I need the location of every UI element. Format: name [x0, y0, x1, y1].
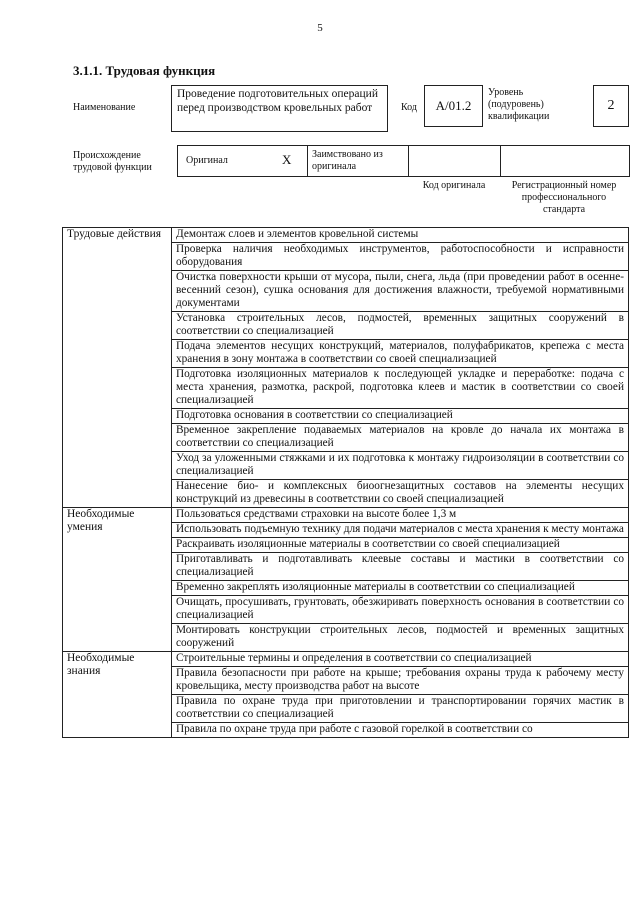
knowledge-row: [63, 652, 629, 667]
skills-item: Монтировать конструкции строительных лесов, подмостей и временных защитных сооружений: [172, 624, 629, 652]
skills-item: Временно закреплять изоляционные материалы в соответствии со специализацией: [172, 581, 629, 596]
reg-number-label: Регистрационный номер профессионального стандарта: [511, 180, 617, 215]
page-number: 5: [317, 22, 323, 34]
name-label: Наименование: [73, 102, 136, 113]
function-name-box: Проведение подготовительных операций перед производством кровельных работ: [171, 85, 388, 132]
section-title: 3.1.1. Трудовая функция: [73, 63, 216, 78]
code-label: Код: [401, 102, 417, 113]
actions-item: Подача элементов несущих конструкций, материалов, полуфабрикатов, крепежа с места хранения в зону монтажа в соответствии со своей специализацией: [172, 340, 629, 368]
level-value-box: 2: [593, 85, 629, 127]
labor-function-table: [62, 227, 629, 738]
knowledge-category-label: Необходимые знания: [63, 652, 172, 738]
origin-original-cell: [178, 146, 308, 176]
actions-item: Подготовка основания в соответствии со специализацией: [172, 409, 629, 424]
skills-item: Использовать подъемную технику для подачи материалов с места хранения к месту монтажа: [172, 523, 629, 538]
actions-item: Проверка наличия необходимых инструментов, работоспособности и исправности оборудования: [172, 243, 629, 271]
actions-row: [63, 228, 629, 243]
original-code-label: Код оригинала: [422, 180, 486, 191]
knowledge-item: Строительные термины и определения в соответствии со специализацией: [172, 652, 629, 667]
knowledge-item: Правила по охране труда при работе с газовой горелкой в соответствии со: [172, 723, 629, 738]
origin-borrowed-cell: [308, 146, 409, 176]
code-value-box: А/01.2: [424, 85, 483, 127]
skills-item: Очищать, просушивать, грунтовать, обезжиривать поверхность основания в соответствии со специализацией: [172, 596, 629, 624]
origin-label: Происхождение трудовой функции: [73, 150, 152, 173]
actions-item: Уход за уложенными стяжками и их подготовка к монтажу гидроизоляции в соответствии со специализацией: [172, 452, 629, 480]
knowledge-item: Правила безопасности при работе на крыше; требования охраны труда к рабочему месту кровельщика, месту производства работ на высоте: [172, 667, 629, 695]
origin-borrowed-text: Заимствовано из оригинала: [312, 149, 383, 172]
level-label: Уровень (подуровень) квалификации: [488, 87, 550, 122]
actions-item: Нанесение био- и комплексных биоогнезащитных составов на элементы несущих конструкций из древесины в соответствии со своей специализацией: [172, 480, 629, 508]
skills-category-label: Необходимые умения: [63, 508, 172, 652]
skills-row: [63, 508, 629, 523]
actions-category-label: Трудовые действия: [63, 228, 172, 508]
origin-row: [177, 145, 630, 177]
actions-item: Временное закрепление подаваемых материалов на кровле до начала их монтажа в соответствии со специализацией: [172, 424, 629, 452]
actions-item: Очистка поверхности крыши от мусора, пыли, снега, льда (при проведении работ в осенне-весенний сезон), сушка основания для достижения влажности, требуемой нормативными документами: [172, 271, 629, 312]
knowledge-item: Правила по охране труда при приготовлении и транспортировании горячих мастик в соответствии со специализацией: [172, 695, 629, 723]
original-code-cell: [409, 146, 501, 176]
actions-item: Демонтаж слоев и элементов кровельной системы: [172, 228, 629, 243]
actions-item: Установка строительных лесов, подмостей, временных защитных сооружений в соответствии со специализацией: [172, 312, 629, 340]
skills-item: Пользоваться средствами страховки на высоте более 1,3 м: [172, 508, 629, 523]
skills-item: Раскраивать изоляционные материалы в соответствии со своей специализацией: [172, 538, 629, 553]
reg-number-cell: [501, 146, 629, 176]
actions-item: Подготовка изоляционных материалов к последующей укладке и переработке: подача с места хранения, размотка, раскрой, подготовка клеев и мастик в соответствии со своей специализацией: [172, 368, 629, 409]
skills-item: Приготавливать и подготавливать клеевые составы и мастики в соответствии со специализацией: [172, 553, 629, 581]
origin-original-text: Оригинал: [186, 155, 228, 166]
origin-mark: X: [282, 152, 292, 167]
